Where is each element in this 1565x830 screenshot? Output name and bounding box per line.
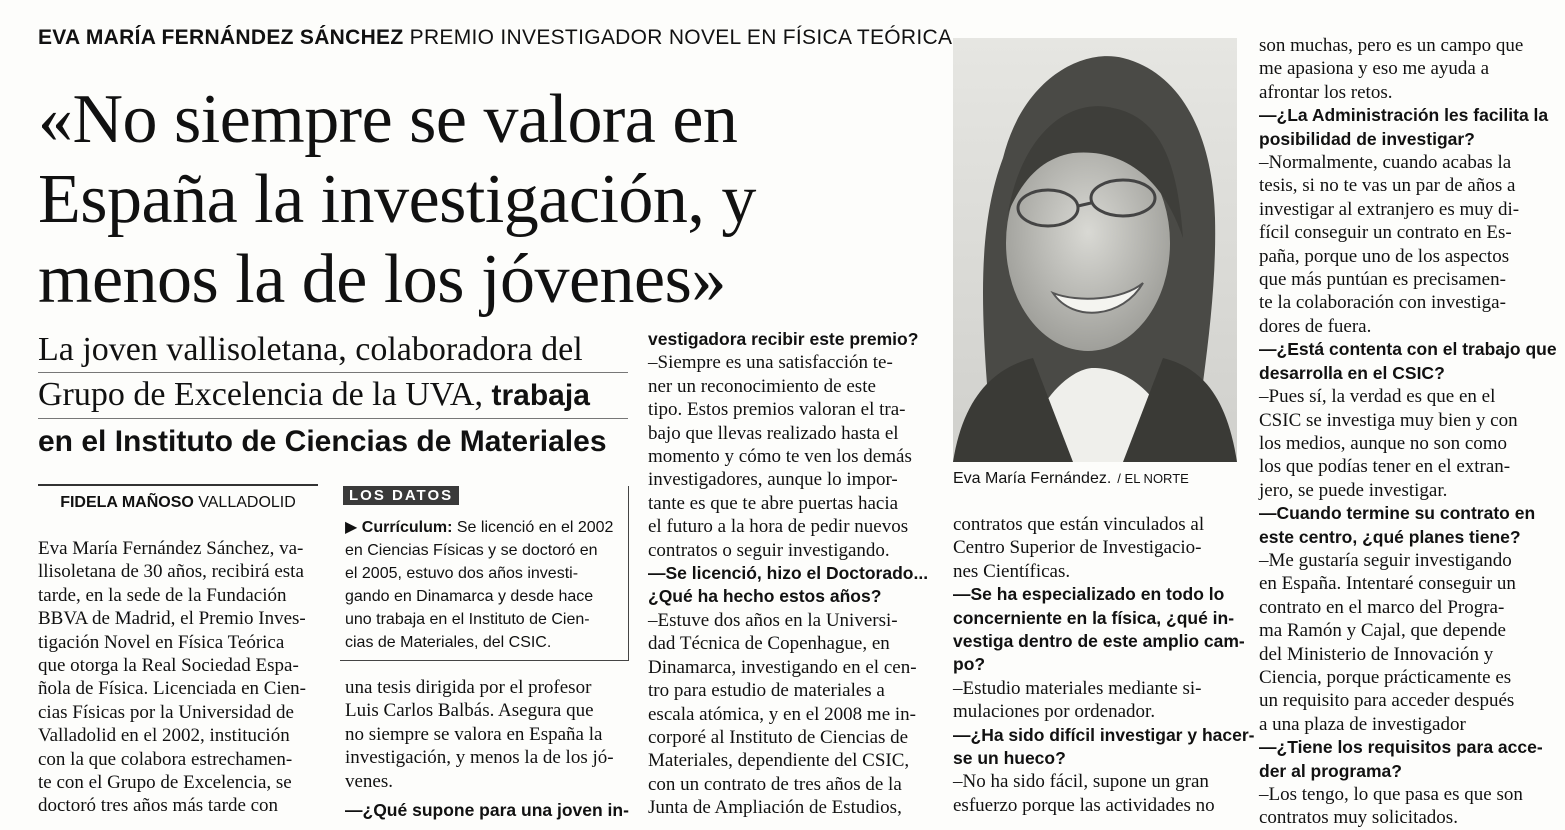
question-line: —¿La Administración les facilita la xyxy=(1259,105,1549,126)
text-line: ner un reconocimiento de este xyxy=(648,375,876,397)
text-line: investigación, y menos la de los jó- xyxy=(345,747,614,769)
text-line: doctoró tres años más tarde con xyxy=(38,795,279,817)
text-line: –No ha sido fácil, supone un gran xyxy=(953,771,1209,793)
text-line: tante es que te abre puertas hacia xyxy=(648,492,899,514)
text-line: –Pues sí, la verdad es que en el xyxy=(1259,386,1496,408)
article-column-2 xyxy=(345,676,630,822)
text-line: tro para estudio de materiales a xyxy=(648,680,885,702)
text-line: fícil conseguir un contrato en Es- xyxy=(1259,222,1512,244)
text-line: jero, se puede investigar. xyxy=(1259,479,1448,501)
kicker-title: PREMIO INVESTIGADOR NOVEL EN FÍSICA TEÓRICA xyxy=(409,26,953,49)
article-column-1 xyxy=(38,537,320,818)
text-line: tarde, en la sede de la Fundación xyxy=(38,584,287,606)
text-line: los medios, aunque no son como xyxy=(1259,432,1508,454)
text-line: escala atómica, y en el 2008 me in- xyxy=(648,703,917,725)
text-line: –Los tengo, lo que pasa es que son xyxy=(1259,784,1523,805)
text-line: contrato en el marco del Progra- xyxy=(1259,596,1505,618)
article-column-4 xyxy=(953,513,1255,817)
headline-line: «No siempre se valora en xyxy=(38,81,738,158)
datos-text xyxy=(345,516,627,654)
text-line: Valladolid en el 2002, institución xyxy=(38,725,290,747)
question-line: se un hueco? xyxy=(953,748,1066,769)
text-line: –Siempre es una satisfacción te- xyxy=(648,352,893,374)
text-line: nes Científicas. xyxy=(953,560,1071,582)
text-line: ñola de Física. Licenciada en Cien- xyxy=(38,678,307,700)
question-line: —¿Qué supone para una joven in- xyxy=(345,800,629,821)
text-line: dad Técnica de Copenhague, en xyxy=(648,633,890,655)
text-line: –Normalmente, cuando acabas la xyxy=(1259,152,1512,174)
text-line: son muchas, pero es un campo que xyxy=(1259,35,1524,56)
text-line: corporé al Instituto de Ciencias de xyxy=(648,726,909,748)
subhead xyxy=(38,328,628,464)
question-line: vestigadora recibir este premio? xyxy=(648,329,919,349)
text-line: Dinamarca, investigando en el cen- xyxy=(648,656,917,678)
text-line: paña, porque uno de los aspectos xyxy=(1259,245,1510,267)
text-line: CSIC se investiga muy bien y con xyxy=(1259,409,1518,431)
question-line: concerniente en la física, ¿qué in- xyxy=(953,607,1235,628)
datos-label: Currículum: xyxy=(361,519,453,536)
question-line: —¿Está contenta con el trabajo que xyxy=(1259,339,1557,360)
datos-title: LOS DATOS xyxy=(343,486,459,505)
datos-line: Se licenció en el 2002 xyxy=(452,519,614,536)
text-line: tipo. Estos premios valoran el tra- xyxy=(648,399,906,421)
text-line: uno trabaja en el Instituto de Cien- xyxy=(345,611,590,628)
text-line: mulaciones por ordenador. xyxy=(953,701,1156,723)
caption-text: Eva María Fernández. xyxy=(953,470,1112,487)
text-line: gando en Dinamarca y desde hace xyxy=(345,588,594,605)
text-line: investigar al extranjero es muy di- xyxy=(1259,198,1520,220)
text-line: Junta de Ampliación de Estudios, xyxy=(648,797,902,819)
text-line: en España. Intentaré conseguir un xyxy=(1259,573,1516,595)
byline xyxy=(38,484,318,512)
text-line: Materiales, dependiente del CSIC, xyxy=(648,750,910,772)
question-line: —Cuando termine su contrato en xyxy=(1259,503,1536,524)
text-line: contratos muy solicitados. xyxy=(1259,807,1458,829)
text-line: –Estuve dos años en la Universi- xyxy=(648,609,898,631)
text-line: a una plaza de investigador xyxy=(1259,713,1466,735)
text-line: –Estudio materiales mediante si- xyxy=(953,677,1202,699)
text-line: me apasiona y eso me ayuda a xyxy=(1259,58,1490,80)
question-line: desarrolla en el CSIC? xyxy=(1259,362,1445,383)
text-line: BBVA de Madrid, el Premio Inves- xyxy=(38,608,306,630)
kicker-name: EVA MARÍA FERNÁNDEZ SÁNCHEZ xyxy=(38,26,404,49)
text-line: contratos que están vinculados al xyxy=(953,514,1205,535)
text-line: una tesis dirigida por el profesor xyxy=(345,677,592,698)
text-line: venes. xyxy=(345,770,394,792)
text-line: el futuro a la hora de pedir nuevos xyxy=(648,516,909,538)
question-line: posibilidad de investigar? xyxy=(1259,128,1475,149)
headline-line: España la investigación, y xyxy=(38,161,756,238)
portrait-photo xyxy=(953,38,1237,462)
text-line: te la colaboración con investiga- xyxy=(1259,292,1506,314)
text-line: tesis, si no te vas un par de años a xyxy=(1259,175,1516,197)
question-line: —¿Tiene los requisitos para acce- xyxy=(1259,737,1543,758)
text-line: ma Ramón y Cajal, que depende xyxy=(1259,620,1506,642)
text-line: Eva María Fernández Sánchez, va- xyxy=(38,538,304,559)
portrait-image xyxy=(953,38,1237,462)
photo-caption xyxy=(953,470,1189,488)
subhead-bold: trabaja xyxy=(491,379,590,412)
text-line: Ciencia, porque prácticamente es xyxy=(1259,666,1512,688)
question-line: este centro, ¿qué planes tiene? xyxy=(1259,526,1521,547)
question-line: der al programa? xyxy=(1259,760,1402,781)
subhead-line: La joven vallisoletana, colaboradora del xyxy=(38,328,628,373)
kicker xyxy=(38,26,952,50)
text-line: dores de fuera. xyxy=(1259,315,1372,337)
text-line: el 2005, estuvo dos años investi- xyxy=(345,565,579,582)
headline xyxy=(38,80,918,320)
question-line: —Se licenció, hizo el Doctorado... xyxy=(648,563,929,584)
text-line: los que podías tener en el extran- xyxy=(1259,456,1511,478)
text-line: no siempre se valora en España la xyxy=(345,723,603,745)
subhead-plain: Grupo de Excelencia de la UVA, xyxy=(38,376,492,413)
byline-city: VALLADOLID xyxy=(198,494,296,511)
byline-author: FIDELA MAÑOSO xyxy=(60,494,194,511)
text-line: con un contrato de tres años de la xyxy=(648,773,902,795)
text-line: –Me gustaría seguir investigando xyxy=(1259,549,1512,571)
subhead-bold: en el Instituto de Ciencias de Materiales xyxy=(38,425,607,458)
text-line: con la que colabora estrechamen- xyxy=(38,748,293,770)
text-line: cias Físicas por la Universidad de xyxy=(38,701,294,723)
text-line: bajo que llevas realizado hasta el xyxy=(648,422,899,444)
article-column-5 xyxy=(1259,34,1557,830)
subhead-line xyxy=(38,373,628,419)
text-line: Centro Superior de Investigacio- xyxy=(953,537,1202,559)
text-line: que más puntúan es precisamen- xyxy=(1259,269,1506,291)
datos-first-line xyxy=(345,516,627,539)
article-column-3 xyxy=(648,328,934,820)
question-line: —Se ha especializado en todo lo xyxy=(953,584,1225,605)
subhead-line xyxy=(38,419,628,464)
text-line: afrontar los retos. xyxy=(1259,81,1393,103)
text-line: tigación Novel en Física Teórica xyxy=(38,631,285,653)
caption-credit: / EL NORTE xyxy=(1117,471,1189,486)
question-line: —¿Ha sido difícil investigar y hacer- xyxy=(953,724,1255,745)
text-line: esfuerzo porque las actividades no xyxy=(953,794,1215,816)
text-line: cias de Materiales, del CSIC. xyxy=(345,634,552,651)
text-line: te con el Grupo de Excelencia, se xyxy=(38,772,292,794)
text-line: del Ministerio de Innovación y xyxy=(1259,643,1494,665)
question-line: vestiga dentro de este amplio cam- xyxy=(953,631,1245,652)
text-line: un requisito para acceder después xyxy=(1259,690,1515,712)
question-line: ¿Qué ha hecho estos años? xyxy=(648,586,882,607)
text-line: momento y cómo te ven los demás xyxy=(648,446,912,468)
text-line: investigadores, aunque lo impor- xyxy=(648,469,898,491)
text-line: llisoletana de 30 años, recibirá esta xyxy=(38,561,304,583)
text-line: Luis Carlos Balbás. Asegura que xyxy=(345,700,594,722)
triangle-bullet-icon: ▶ xyxy=(345,519,358,536)
text-line: contratos o seguir investigando. xyxy=(648,539,890,561)
headline-line: menos la de los jóvenes» xyxy=(38,241,726,318)
text-line: en Ciencias Físicas y se doctoró en xyxy=(345,542,598,559)
text-line: que otorga la Real Sociedad Espa- xyxy=(38,655,299,677)
question-line: po? xyxy=(953,654,986,675)
